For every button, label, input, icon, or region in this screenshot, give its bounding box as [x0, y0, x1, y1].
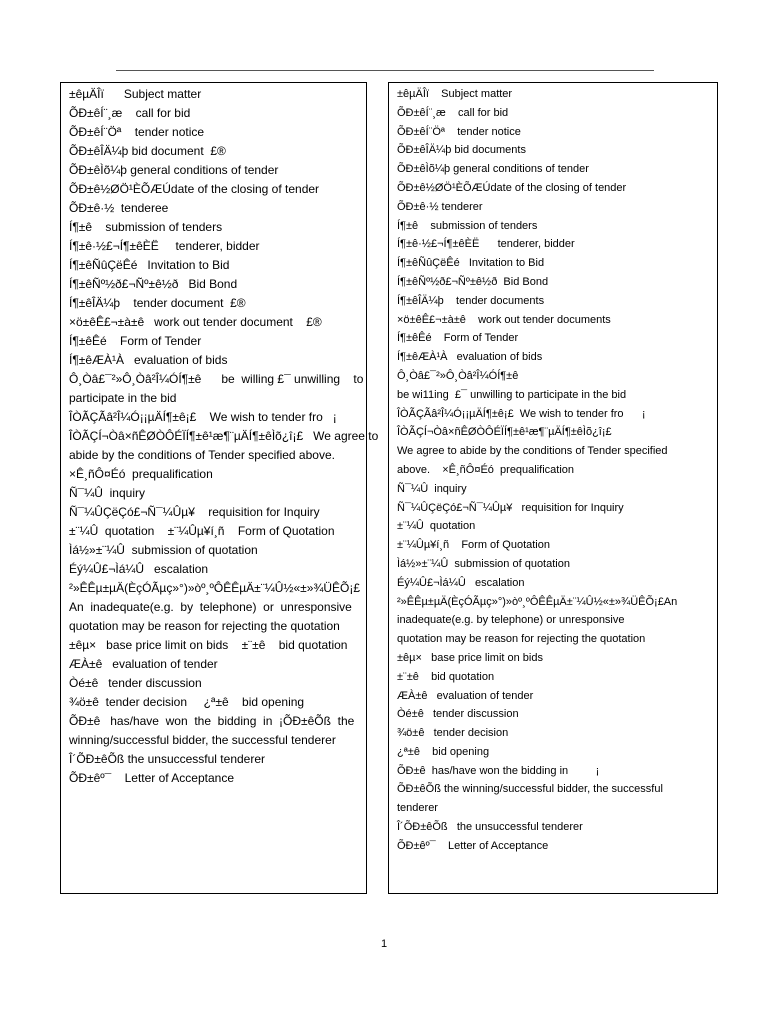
glossary-line: ¾ö±ê tender decision	[397, 727, 509, 740]
glossary-line: Í¶±êÊé Form of Tender	[397, 332, 519, 345]
glossary-line: ÕÐ±ê½ØÖ¹ÈÕÆÚdate of the closing of tender	[397, 181, 627, 194]
glossary-line: Éý¼Û£¬Ìá¼Û escalation	[69, 562, 209, 576]
glossary-line: An inadequate(e.g. by telephone) or unresponsive	[69, 600, 352, 614]
glossary-line: ÕÐ±êÎÄ¼þ bid documents	[397, 144, 526, 157]
glossary-line: Í¶±êÑº½ð£¬Ñº±ê½ð Bid Bond	[69, 277, 238, 291]
glossary-line: ±¨¼Ûµ¥í¸ñ Form of Quotation	[397, 539, 550, 552]
glossary-line: Î´ÕÐ±êÕß the unsuccessful tenderer	[69, 752, 266, 766]
glossary-line: ÕÐ±êÍ¨¸æ call for bid	[397, 106, 509, 119]
glossary-line: ÎÒÃÇÍ¬Òâ×ñÊØÒÔÉÏÍ¶±ê¹æ¶¨µÄÍ¶±êÌõ¿î¡£ We agree to	[69, 429, 379, 443]
glossary-line: Ñ¯¼Û inquiry	[397, 482, 467, 495]
glossary-line: ÕÐ±êÍ¨¸æ call for bid	[69, 106, 191, 120]
glossary-line: Òé±ê tender discussion	[69, 676, 202, 690]
glossary-line: Í¶±ê submission of tenders	[397, 219, 538, 232]
glossary-line: ÕÐ±êÌõ¼þ general conditions of tender	[69, 163, 279, 177]
glossary-line: Ñ¯¼Û inquiry	[69, 486, 145, 500]
glossary-line: above. ×Ê¸ñÔ¤Éó prequalification	[397, 463, 575, 476]
glossary-line: inadequate(e.g. by telephone) or unresponsive	[397, 614, 625, 627]
glossary-line: ±êµÄÎï Subject matter	[69, 87, 202, 101]
left-glossary-list	[69, 85, 379, 788]
glossary-line: ÕÐ±êÌõ¼þ general conditions of tender	[397, 163, 589, 176]
glossary-line: ÕÐ±êº¯ Letter of Acceptance	[397, 839, 549, 852]
glossary-line: ±êµ× base price limit on bids ±¨±ê bid quotation	[69, 638, 348, 652]
glossary-line: ÆÀ±ê evaluation of tender	[397, 689, 534, 702]
glossary-line: ×ö±êÊ£¬±à±ê work out tender documents	[397, 313, 611, 326]
glossary-line: tenderer	[397, 802, 438, 815]
glossary-line: ÕÐ±êº¯ Letter of Acceptance	[69, 771, 235, 785]
glossary-line: Í¶±êÑûÇëÊé Invitation to Bid	[69, 258, 230, 272]
glossary-line: Ñ¯¼ÛÇëÇó£¬Ñ¯¼Ûµ¥ requisition for Inquiry	[397, 501, 624, 514]
glossary-line: Í¶±êÆÀ¹À evaluation of bids	[397, 351, 543, 364]
glossary-line: ÕÐ±ê·½ tenderee	[69, 201, 169, 215]
glossary-line: ±¨¼Û quotation	[397, 520, 476, 533]
glossary-line: abide by the conditions of Tender specified above.	[69, 448, 335, 462]
glossary-line: Í¶±êÊé Form of Tender	[69, 334, 202, 348]
glossary-line: ±¨±ê bid quotation	[397, 670, 495, 683]
glossary-line: winning/successful bidder, the successful tenderer	[69, 733, 336, 747]
glossary-line: ÎÒÃÇÍ¬Òâ×ñÊØÒÔÉÏÍ¶±ê¹æ¶¨µÄÍ¶±êÌõ¿î¡£	[397, 426, 612, 439]
glossary-line: ±êµ× base price limit on bids	[397, 651, 543, 664]
glossary-line: ¿ª±ê bid opening	[397, 745, 490, 758]
glossary-line: ±¨¼Û quotation ±¨¼Ûµ¥í¸ñ Form of Quotation	[69, 524, 335, 538]
glossary-line: ÕÐ±êÎÄ¼þ bid document £®	[69, 144, 226, 158]
glossary-line: Í¶±êÑº½ð£¬Ñº±ê½ð Bid Bond	[397, 275, 549, 288]
right-glossary-list	[397, 85, 717, 856]
left-glossary-box	[60, 82, 379, 894]
glossary-line: ²»ÊÊµ±µÄ(ÈçÓÃµç»°)»òº¸ºÔÊÊµÄ±¨¼Û½«±»¾ÜÊÕ¡£	[69, 581, 361, 595]
glossary-line: ¾ö±ê tender decision ¿ª±ê bid opening	[69, 695, 305, 709]
glossary-line: ÕÐ±ê·½ tenderer	[397, 200, 483, 213]
glossary-line: ÕÐ±êÍ¨Öª tender notice	[69, 125, 205, 139]
glossary-line: We agree to abide by the conditions of Tender specified	[397, 445, 668, 458]
glossary-line: Ìá½»±¨¼Û submission of quotation	[397, 557, 570, 570]
page-number: 1	[380, 938, 388, 950]
glossary-line: ×ö±êÊ£¬±à±ê work out tender document £®	[69, 315, 322, 329]
right-glossary-box	[388, 82, 718, 894]
glossary-line: Í¶±êÑûÇëÊé Invitation to Bid	[397, 257, 545, 270]
glossary-line: ÕÐ±ê has/have won the bidding in ¡	[397, 764, 600, 777]
glossary-line: ×Ê¸ñÔ¤Éó prequalification	[69, 467, 213, 481]
glossary-line: ±êµÄÎï Subject matter	[397, 88, 513, 100]
glossary-line: Ñ¯¼ÛÇëÇó£¬Ñ¯¼Ûµ¥ requisition for Inquiry	[69, 505, 320, 519]
glossary-line: Í¶±êÎÄ¼þ tender document £®	[69, 296, 246, 310]
glossary-line: Òé±ê tender discussion	[397, 708, 519, 721]
glossary-line: Í¶±ê submission of tenders	[69, 220, 223, 234]
glossary-line: Éý¼Û£¬Ìá¼Û escalation	[397, 576, 525, 589]
glossary-line: be wi11ing £¯ unwilling to participate in the bid	[397, 388, 627, 401]
glossary-line: Ô¸Òâ£¯²»Ô¸Òâ²Î¼ÓÍ¶±ê	[397, 369, 519, 382]
glossary-line: ÕÐ±ê has/have won the bidding in ¡ÕÐ±êÕß the	[69, 714, 355, 728]
glossary-line: quotation may be reason for rejecting the quotation	[397, 633, 646, 646]
glossary-line: Ìá½»±¨¼Û submission of quotation	[69, 543, 258, 557]
header-rule	[116, 70, 654, 71]
glossary-line: ÕÐ±êÍ¨Öª tender notice	[397, 125, 521, 138]
glossary-line: Í¶±ê·½£¬Í¶±êÈË tenderer, bidder	[69, 239, 260, 253]
glossary-line: ÕÐ±ê½ØÖ¹ÈÕÆÚdate of the closing of tender	[69, 182, 320, 196]
glossary-line: ÎÒÃÇÃâ²Î¼Ó¡¡µÄÍ¶±ê¡£ We wish to tender fro ¡	[397, 407, 646, 420]
glossary-line: Í¶±ê·½£¬Í¶±êÈË tenderer, bidder	[397, 238, 575, 251]
glossary-line: Í¶±êÆÀ¹À evaluation of bids	[69, 353, 228, 367]
glossary-line: participate in the bid	[69, 391, 177, 405]
glossary-line: ÕÐ±êÕß the winning/successful bidder, the successful	[397, 783, 663, 796]
glossary-line: ÎÒÃÇÃâ²Î¼Ó¡¡µÄÍ¶±ê¡£ We wish to tender fro ¡	[69, 410, 337, 424]
glossary-line: ÆÀ±ê evaluation of tender	[69, 657, 218, 671]
glossary-line: ²»ÊÊµ±µÄ(ÈçÓÃµç»°)»òº¸ºÔÊÊµÄ±¨¼Û½«±»¾ÜÊÕ¡£An	[397, 595, 678, 608]
glossary-line: Í¶±êÎÄ¼þ tender documents	[397, 294, 545, 307]
glossary-line: Ô¸Òâ£¯²»Ô¸Òâ²Î¼ÓÍ¶±ê be willing £¯ unwilling to	[69, 372, 364, 386]
glossary-line: quotation may be reason for rejecting the quotation	[69, 619, 340, 633]
glossary-line: Î´ÕÐ±êÕß the unsuccessful tenderer	[397, 821, 583, 834]
